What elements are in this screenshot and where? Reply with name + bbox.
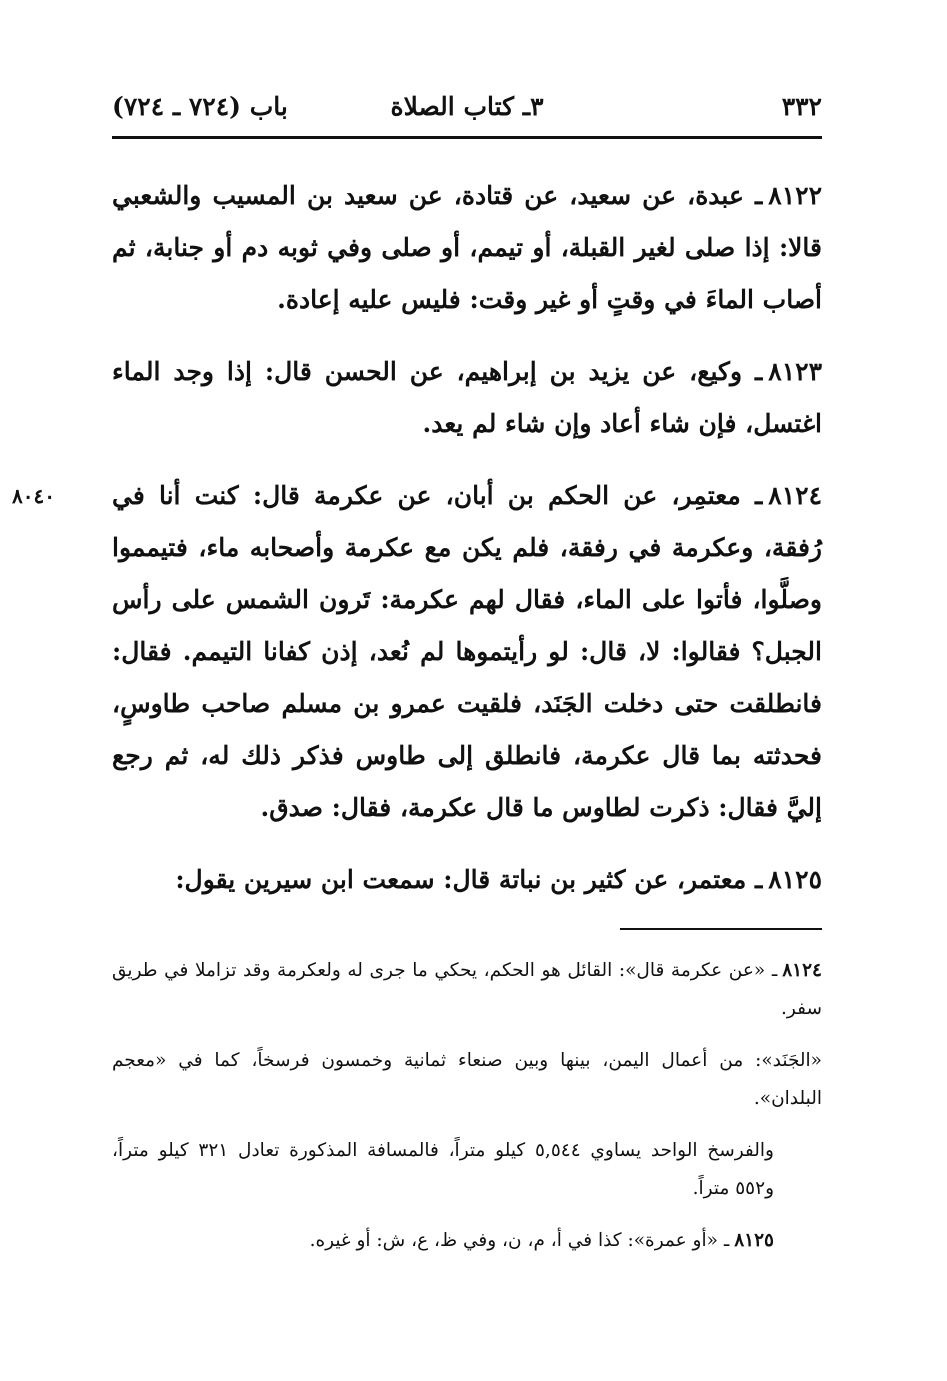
- footnote-text: والفرسخ الواحد يساوي ٥,٥٤٤ كيلو متراً، فالمسافة المذكورة تعادل ٣٢١ كيلو متراً، و٥٥٢ متراً.: [112, 1140, 774, 1199]
- entry-8123: [112, 346, 822, 450]
- entry-text: ـ معتمِر، عن الحكم بن أبان، عن عكرمة قال: كنت أنا في رُفقة، وعكرمة في رفقة، فلم يكن مع عكرمة وأصحابه ماء، فتيمموا وصلَّوا، فأتوا على الماء، فقال لهم عكرمة: تَرون الشمس على رأس الجبل؟ فقالوا: لا، قال: لو رأيتموها لم نُعد، إذن كفانا التيمم. فقال: فانطلقت حتى دخلت الجَنَد، فلقيت عمرو بن مسلم صاحب طاوسٍ، فحدثته بما قال عكرمة، فانطلق إلى طاوس فذكر ذلك له، ثم رجع إليَّ فقال: ذكرت لطاوس ما قال عكرمة، فقال: صدق.: [112, 481, 822, 822]
- main-text: [12, 170, 823, 926]
- entry-text: ـ معتمر، عن كثير بن نباتة قال: سمعت ابن سيرين يقول:: [175, 865, 763, 894]
- footnote-farsakh: [112, 1132, 822, 1208]
- entry-text: ـ وكيع، عن يزيد بن إبراهيم، عن الحسن قال: إذا وجد الماء اغتسل، فإن شاء أعاد وإن شاء لم يعد.: [112, 357, 822, 438]
- entry-8122: [112, 170, 822, 326]
- footnotes: [112, 952, 822, 1274]
- entry-number: ٨١٢٥: [768, 865, 822, 894]
- entry-8124: [12, 470, 822, 834]
- footnote-8124: [112, 952, 822, 1028]
- page-number: ٣٣٢: [781, 92, 822, 121]
- footnote-rule: [620, 928, 822, 930]
- page-header: [112, 92, 822, 128]
- footnote-8125: [112, 1222, 822, 1260]
- entry-8125: [112, 854, 822, 906]
- footnote-text: «الجَنَد»: من أعمال اليمن، بينها وبين صنعاء ثمانية وخمسون فرسخاً، كما في «معجم البلدان».: [112, 1050, 822, 1109]
- header-rule: [112, 136, 822, 139]
- book-title: ٣ـ كتاب الصلاة: [390, 92, 544, 121]
- entry-number: ٨١٢٢: [768, 181, 823, 210]
- entry-number: ٨١٢٣: [768, 357, 822, 386]
- footnote-jand: [112, 1042, 822, 1118]
- footnote-text: ـ «أو عمرة»: كذا في أ، م، ن، وفي ظ، ع، ش: أو غيره.: [309, 1230, 730, 1251]
- footnote-text: ـ «عن عكرمة قال»: القائل هو الحكم، يحكي ما جرى له ولعكرمة وقد تزاملا في طريق سفر.: [112, 960, 822, 1019]
- footnote-number: ٨١٢٥: [734, 1230, 774, 1251]
- footnote-number: ٨١٢٤: [782, 960, 822, 981]
- chapter-label: باب (٧٢٤ ـ ٧٢٤): [112, 92, 288, 121]
- entry-number: ٨١٢٤: [768, 481, 822, 510]
- margin-number: ٨٠٤٠: [12, 484, 55, 508]
- entry-text: ـ عبدة، عن سعيد، عن قتادة، عن سعيد بن المسيب والشعبي قالا: إذا صلى لغير القبلة، أو تيمم، أو صلى وفي ثوبه دم أو جنابة، ثم أصاب الماءَ في وقتٍ أو غير وقت: فليس عليه إعادة.: [112, 181, 822, 314]
